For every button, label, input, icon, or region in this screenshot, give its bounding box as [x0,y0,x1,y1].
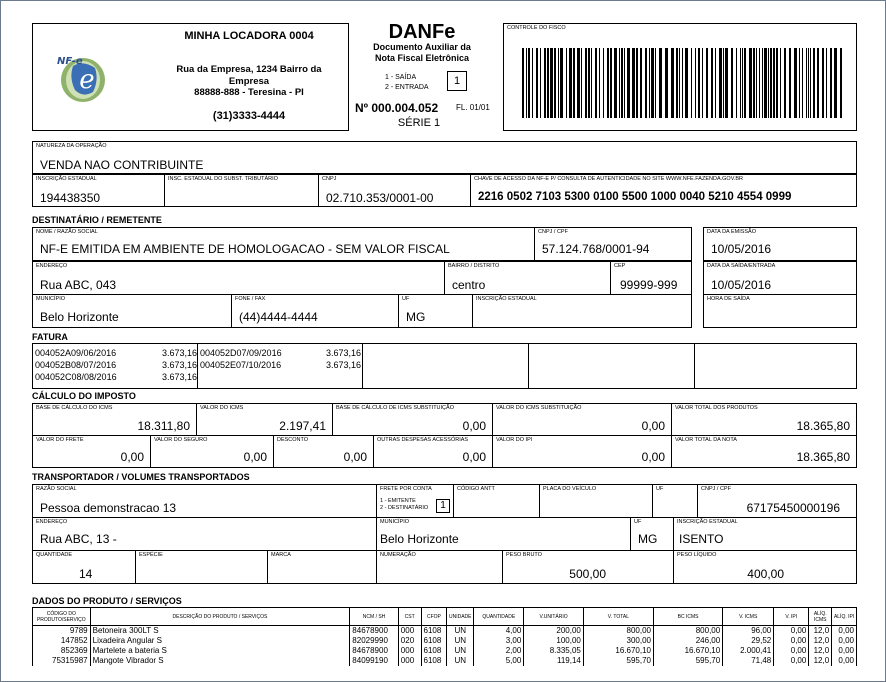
dest-endereco-value: Rua ABC, 043 [40,278,117,292]
transp-cnpj-value: 67175450000196 [746,501,840,515]
emitente-cnpj [318,174,471,207]
dest-cep-label: CEP [614,263,626,269]
transp-municipio-value: Belo Horizonte [380,532,459,546]
dest-cnpj [534,227,692,261]
table-cell: 246,00 [653,636,722,646]
table-cell: 75315987 [33,656,91,666]
table-cell: 16.670,10 [653,646,722,656]
col-v-total: V. TOTAL [583,608,653,626]
ie-st-label: INSC. ESTADUAL DO SUBST. TRIBUTÁRIO [168,176,278,182]
transp-razao-value: Pessoa demonstracao 13 [40,501,177,515]
dest-fone-label: FONE / FAX [235,296,266,302]
table-cell: 100,00 [524,636,584,646]
valor-icms-st [492,403,672,436]
dest-saida-label: DATA DA SAÍDA/ENTRADA [707,263,776,269]
valor-seguro-value: 0,00 [243,450,267,464]
transp-peso-bruto-label: PESO BRUTO [506,552,542,558]
dest-ie [472,294,692,328]
controle-fisco-label: CONTROLE DO FISCO [507,25,566,31]
transp-frete-value: 1 [436,499,450,513]
valor-icms-st-value: 0,00 [641,419,665,433]
table-cell: 0,00 [832,636,857,646]
nfe-logo-icon [53,46,109,106]
table-row [33,626,857,637]
table-cell: 6108 [421,626,447,637]
transp-ie-label: INSCRIÇÃO ESTADUAL [677,519,738,525]
fatura-col-1 [35,347,197,383]
transp-especie-label: ESPÉCIE [139,552,163,558]
cnpj-value: 02.710.353/0001-00 [326,191,434,205]
table-cell: UN [447,636,474,646]
table-cell: 0,00 [832,656,857,666]
dest-nome-label: NOME / RAZÃO SOCIAL [36,229,98,235]
produtos-section-title: DADOS DO PRODUTO / SERVIÇOS [32,596,182,606]
dest-bairro [444,261,611,295]
dest-cnpj-label: CNPJ / CPF [538,229,568,235]
dest-bairro-value: centro [452,278,486,292]
fatura-doc: 004052D07/09/2016 [200,348,282,358]
transp-uf2 [630,517,674,551]
emitente-box [32,23,349,131]
transp-frete [376,484,454,518]
dest-emissao [703,227,857,261]
transp-peso-bruto-value: 500,00 [569,567,606,581]
table-cell: 2,00 [474,646,524,656]
valor-desconto-value: 0,00 [343,450,367,464]
fatura-valor: 3.673,16 [325,348,361,358]
col-aliq-ipi: ALÍQ. IPI [832,608,857,626]
chave-acesso [470,174,857,207]
fatura-valor: 3.673,16 [325,360,361,370]
table-row [33,646,857,656]
bc-icms-st-value: 0,00 [462,419,486,433]
transp-peso-liquido [673,550,857,584]
valor-ipi [492,435,672,468]
table-cell: 0,00 [774,646,809,656]
chave-label: CHAVE DE ACESSO DA NF-E P/ CONSULTA DE AUTENTICIDADE NO SITE WWW.NFE.FAZENDA.GOV.BR [474,176,744,182]
transportador-section-title: TRANSPORTADOR / VOLUMES TRANSPORTADOS [32,472,250,482]
fatura-box [32,343,857,389]
transp-peso-liquido-value: 400,00 [747,567,784,581]
controle-fisco-box [503,23,857,131]
transp-uf2-value: MG [638,532,658,546]
valor-total-produtos-value: 18.365,80 [796,419,850,433]
natureza-operacao [32,141,857,174]
transp-placa-label: PLACA DO VEÍCULO [543,486,597,492]
dest-fone-value: (44)4444-4444 [239,310,318,324]
transp-frete-label: FRETE POR CONTA [380,486,432,492]
valor-icms-label: VALOR DO ICMS [200,405,244,411]
col-unidade: UNIDADE [447,608,474,626]
table-cell: 200,00 [524,626,584,637]
bc-icms-value: 18.311,80 [137,419,190,433]
valor-frete-value: 0,00 [120,450,144,464]
valor-icms-st-label: VALOR DO ICMS SUBSTITUIÇÃO [496,405,582,411]
transp-endereco-label: ENDEREÇO [36,519,68,525]
danfe-tipo-value: 1 [447,71,467,91]
table-row [33,636,857,646]
table-cell: 12,0 [809,636,832,646]
col-descricao: DESCRIÇÃO DO PRODUTO / SERVIÇOS [90,608,350,626]
table-cell: 800,00 [653,626,722,637]
transp-ie [673,517,857,551]
valor-desconto [273,435,374,468]
fatura-doc: 004052E07/10/2016 [200,360,282,370]
dest-endereco [32,261,445,295]
dest-uf [398,294,473,328]
table-cell: 0,00 [832,626,857,637]
imposto-section-title: CÁLCULO DO IMPOSTO [32,391,136,401]
transp-marca-label: MARCA [271,552,291,558]
company-name: MINHA LOCADORA 0004 [184,30,314,42]
table-cell: 800,00 [583,626,653,637]
fatura-col-2 [200,347,361,371]
transp-qtd-value: 14 [79,567,93,581]
emitente-ie-st [164,174,319,207]
table-cell: 4,00 [474,626,524,637]
fatura-valor: 3.673,16 [161,372,197,382]
valor-frete [32,435,151,468]
valor-frete-label: VALOR DO FRETE [36,437,84,443]
outras-despesas [373,435,493,468]
natureza-value: VENDA NAO CONTRIBUINTE [40,158,204,172]
table-row [33,656,857,666]
table-cell: 5,00 [474,656,524,666]
dest-emissao-label: DATA DA EMISSÃO [707,229,757,235]
dest-cnpj-value: 57.124.768/0001-94 [542,242,650,256]
col-cst: CST [398,608,421,626]
cnpj-label: CNPJ [322,176,337,182]
produtos-header-row [33,608,857,626]
table-cell: Lixadeira Angular S [90,636,350,646]
bc-icms-st-label: BASE DE CÁLCULO DE ICMS SUBSTITUIÇÃO [336,405,454,411]
valor-seguro [150,435,274,468]
dest-cep [610,261,692,295]
transp-antt [453,484,540,518]
outras-despesas-label: OUTRAS DESPESAS ACESSÓRIAS [377,437,469,443]
barcode-bar [840,48,842,118]
dest-uf-value: MG [406,310,426,324]
dest-saida [703,261,857,295]
table-cell: 0,00 [774,626,809,637]
transp-especie [135,550,268,584]
dest-emissao-value: 10/05/2016 [711,242,772,256]
dest-ie-label: INSCRIÇÃO ESTADUAL [476,296,537,302]
table-cell: 147852 [33,636,91,646]
table-cell: 12,0 [809,626,832,637]
transp-uf [652,484,698,518]
svg-text:NF-e: NF-e [57,56,83,67]
fatura-doc: 004052A09/06/2016 [35,348,117,358]
transp-endereco [32,517,377,551]
table-cell: UN [447,646,474,656]
dest-nome [32,227,535,261]
col-ncm: NCM / SH [350,608,399,626]
company-address: Rua da Empresa, 1234 Bairro da Empresa 88888-888 - Teresina - PI [176,64,322,98]
dest-nome-value: NF-E EMITIDA EM AMBIENTE DE HOMOLOGACAO - SEM VALOR FISCAL [40,242,450,256]
table-cell: Betoneira 300LT S [90,626,350,637]
table-cell: 12,0 [809,656,832,666]
transp-uf-label: UF [656,486,664,492]
fatura-valor: 3.673,16 [161,348,197,358]
outras-despesas-value: 0,00 [462,450,486,464]
valor-ipi-value: 0,00 [641,450,665,464]
col-codigo: CÓDIGO DO PRODUTO/SERVIÇO [33,608,91,626]
dest-municipio-value: Belo Horizonte [40,310,119,324]
table-cell: 84678900 [350,626,399,637]
fatura-doc: 004052B08/07/2016 [35,360,117,370]
table-cell: UN [447,656,474,666]
valor-icms [196,403,333,436]
valor-ipi-label: VALOR DO IPI [496,437,533,443]
table-cell: 8.335,05 [524,646,584,656]
transp-municipio [376,517,631,551]
table-cell: 595,70 [653,656,722,666]
table-cell: 3,00 [474,636,524,646]
danfe-subtitle: Documento Auxiliar da Nota Fiscal Eletrônica [373,42,471,63]
valor-total-produtos [671,403,857,436]
transp-placa [539,484,653,518]
dest-hora-saida [703,294,857,328]
valor-seguro-label: VALOR DO SEGURO [154,437,208,443]
table-cell: UN [447,626,474,637]
danfe-folha: FL. 01/01 [456,103,490,112]
danfe-serie: SÉRIE 1 [397,117,441,129]
col-v-icms: V. ICMS [723,608,774,626]
transp-endereco-value: Rua ABC, 13 - [40,532,117,546]
valor-total-produtos-label: VALOR TOTAL DOS PRODUTOS [675,405,758,411]
danfe-tipo-labels: 1 - SAÍDA 2 - ENTRADA [385,74,429,91]
table-cell: 000 [398,656,421,666]
bc-icms-label: BASE DE CÁLCULO DO ICMS [36,405,113,411]
table-cell: 300,00 [583,636,653,646]
transp-peso-bruto [502,550,674,584]
table-cell: 119,14 [524,656,584,666]
table-cell: 852369 [33,646,91,656]
transp-frete-options: 1 - EMITENTE 2 - DESTINATÁRIO [380,498,429,511]
col-cfop: CFOP [421,608,447,626]
table-cell: 71,48 [723,656,774,666]
transp-qtd-label: QUANTIDADE [36,552,73,558]
bc-icms [32,403,197,436]
company-phone: (31)3333-4444 [212,110,286,122]
table-cell: 12,0 [809,646,832,656]
table-cell: 9789 [33,626,91,637]
emitente-ie [32,174,165,207]
danfe-title: DANFe [388,21,456,43]
transp-razao [32,484,377,518]
ie-value: 194438350 [40,191,101,205]
bc-icms-st [332,403,493,436]
transp-antt-label: CÓDIGO ANTT [457,486,495,492]
table-cell: 6108 [421,656,447,666]
transp-cnpj [697,484,857,518]
valor-total-nota-label: VALOR TOTAL DA NOTA [675,437,737,443]
dest-endereco-label: ENDEREÇO [36,263,68,269]
transp-quantidade [32,550,136,584]
dest-cep-value: 99999-999 [620,278,678,292]
table-cell: 84099190 [350,656,399,666]
produtos-table [32,607,857,666]
table-cell: 29,52 [723,636,774,646]
dest-bairro-label: BAIRRO / DISTRITO [448,263,500,269]
table-cell: 0,00 [832,646,857,656]
col-quantidade: QUANTIDADE [474,608,524,626]
col-v-unitario: V.UNITÁRIO [524,608,584,626]
col-aliq-icms: ALÍQ. ICMS [809,608,832,626]
table-cell: 16.670,10 [583,646,653,656]
col-v-ipi: V. IPI [774,608,809,626]
valor-desconto-label: DESCONTO [277,437,309,443]
fatura-doc: 004052C08/08/2016 [35,372,117,382]
transp-peso-liquido-label: PESO LÍQUIDO [677,552,717,558]
danfe-title-block [349,23,495,131]
transp-numeracao-label: NUMERAÇÃO [380,552,416,558]
transp-marca [267,550,377,584]
svg-text:e: e [79,65,95,95]
destinatario-section-title: DESTINATÁRIO / REMETENTE [32,215,162,225]
natureza-label: NATUREZA DA OPERAÇÃO [36,143,107,149]
table-cell: 0,00 [774,656,809,666]
table-cell: 96,00 [723,626,774,637]
fatura-section-title: FATURA [32,332,68,342]
dest-municipio [32,294,232,328]
transp-uf2-label: UF [634,519,642,525]
dest-fone [231,294,399,328]
dest-municipio-label: MUNICÍPIO [36,296,66,302]
table-cell: 000 [398,646,421,656]
ie-label: INSCRIÇÃO ESTADUAL [36,176,97,182]
table-cell: 020 [398,636,421,646]
barcode [522,48,842,118]
transp-razao-label: RAZÃO SOCIAL [36,486,77,492]
table-cell: 6108 [421,646,447,656]
transp-numeracao [376,550,503,584]
transp-municipio-label: MUNICÍPIO [380,519,410,525]
valor-icms-value: 2.197,41 [279,419,326,433]
table-cell: 0,00 [774,636,809,646]
chave-value: 2216 0502 7103 5300 0100 5500 1000 0040 5210 4554 0999 [478,191,792,203]
table-cell: 595,70 [583,656,653,666]
table-cell: 000 [398,626,421,637]
transp-cnpj-label: CNPJ / CPF [701,486,731,492]
table-cell: 84678900 [350,646,399,656]
table-cell: Martelete a bateria S [90,646,350,656]
table-cell: Mangote Vibrador S [90,656,350,666]
dest-uf-label: UF [402,296,410,302]
danfe-number: Nº 000.004.052 [355,101,439,115]
col-bc-icms: BC ICMS [653,608,722,626]
table-cell: 82029990 [350,636,399,646]
valor-total-nota-value: 18.365,80 [796,450,850,464]
fatura-valor: 3.673,16 [161,360,197,370]
table-cell: 6108 [421,636,447,646]
dest-hora-label: HORA DE SAÍDA [707,296,750,302]
table-cell: 2.000,41 [723,646,774,656]
transp-ie-value: ISENTO [679,532,724,546]
dest-saida-value: 10/05/2016 [711,278,772,292]
valor-total-nota [671,435,857,468]
